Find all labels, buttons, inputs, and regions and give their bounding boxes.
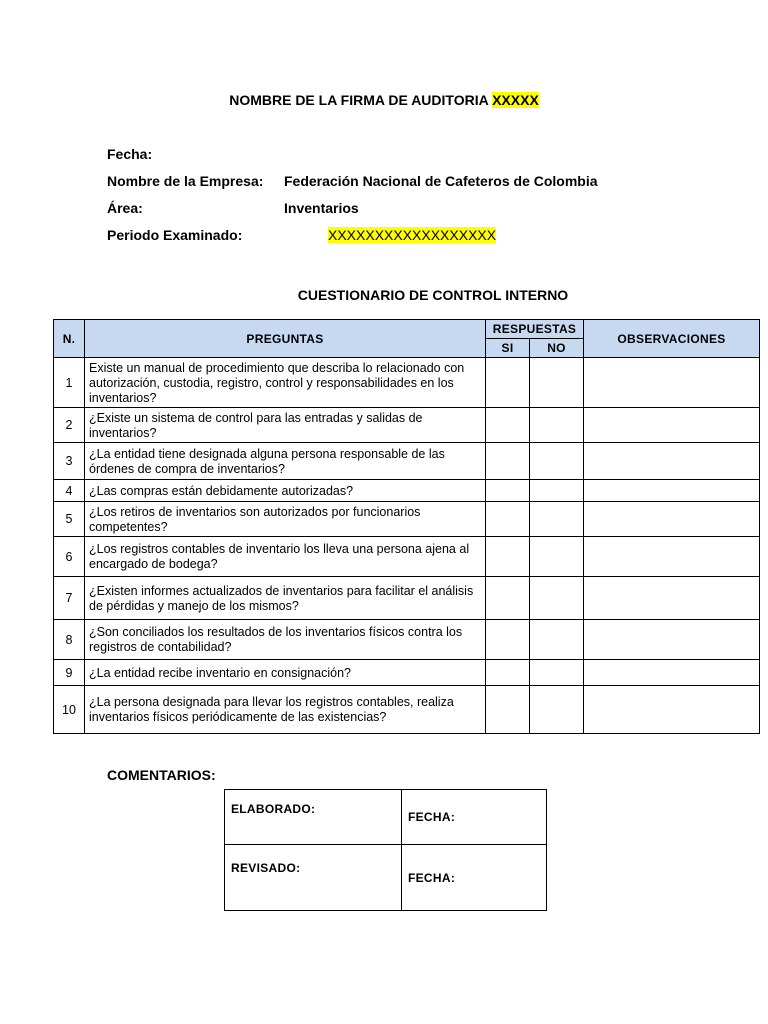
- table-row: [54, 620, 760, 660]
- observaciones-cell[interactable]: [584, 686, 760, 734]
- answer-si-cell[interactable]: [486, 408, 530, 443]
- elaborado-label: ELABORADO:: [225, 790, 402, 845]
- row-number: 8: [54, 620, 85, 660]
- answer-no-cell[interactable]: [530, 620, 584, 660]
- header-preguntas: PREGUNTAS: [85, 320, 486, 358]
- row-number: 6: [54, 537, 85, 577]
- answer-si-cell[interactable]: [486, 577, 530, 620]
- row-question: ¿Los retiros de inventarios son autorizados por funcionarios competentes?: [85, 502, 486, 537]
- periodo-label: Periodo Examinado:: [107, 227, 243, 243]
- row-number: 9: [54, 660, 85, 686]
- row-question: ¿La entidad tiene designada alguna persona responsable de las órdenes de compra de inventarios?: [85, 443, 486, 480]
- firm-title: [0, 92, 768, 108]
- header-si: SI: [486, 339, 530, 358]
- fecha-label: Fecha:: [107, 146, 153, 162]
- row-question: ¿Los registros contables de inventario los lleva una persona ajena al encargado de bodega?: [85, 537, 486, 577]
- table-row: [54, 443, 760, 480]
- row-question: ¿Son conciliados los resultados de los inventarios físicos contra los registros de contabilidad?: [85, 620, 486, 660]
- row-question: ¿La persona designada para llevar los registros contables, realiza inventarios físicos periódicamente de las existencias?: [85, 686, 486, 734]
- answer-si-cell[interactable]: [486, 502, 530, 537]
- empresa-value: Federación Nacional de Cafeteros de Colombia: [284, 173, 598, 189]
- observaciones-cell[interactable]: [584, 502, 760, 537]
- row-number: 5: [54, 502, 85, 537]
- table-row: [54, 358, 760, 408]
- row-question: ¿Existen informes actualizados de inventarios para facilitar el análisis de pérdidas y manejo de los mismos?: [85, 577, 486, 620]
- observaciones-cell[interactable]: [584, 358, 760, 408]
- table-row: [54, 660, 760, 686]
- header-respuestas: RESPUESTAS: [486, 320, 584, 339]
- answer-no-cell[interactable]: [530, 577, 584, 620]
- observaciones-cell[interactable]: [584, 537, 760, 577]
- signoff-table: [224, 789, 547, 911]
- answer-no-cell[interactable]: [530, 480, 584, 502]
- table-row: [54, 537, 760, 577]
- observaciones-cell[interactable]: [584, 480, 760, 502]
- row-question: ¿La entidad recibe inventario en consignación?: [85, 660, 486, 686]
- answer-no-cell[interactable]: [530, 537, 584, 577]
- table-row: [54, 408, 760, 443]
- answer-no-cell[interactable]: [530, 408, 584, 443]
- table-row: [54, 577, 760, 620]
- header-n: N.: [54, 320, 85, 358]
- answer-no-cell[interactable]: [530, 660, 584, 686]
- row-question: ¿Las compras están debidamente autorizadas?: [85, 480, 486, 502]
- row-question: ¿Existe un sistema de control para las entradas y salidas de inventarios?: [85, 408, 486, 443]
- firm-title-text: NOMBRE DE LA FIRMA DE AUDITORIA: [229, 92, 489, 108]
- answer-si-cell[interactable]: [486, 480, 530, 502]
- answer-si-cell[interactable]: [486, 686, 530, 734]
- answer-si-cell[interactable]: [486, 537, 530, 577]
- answer-si-cell[interactable]: [486, 358, 530, 408]
- observaciones-cell[interactable]: [584, 660, 760, 686]
- fecha-revisado-label: FECHA:: [402, 845, 547, 911]
- row-number: 2: [54, 408, 85, 443]
- table-row: [54, 502, 760, 537]
- answer-no-cell[interactable]: [530, 358, 584, 408]
- table-row: [54, 480, 760, 502]
- observaciones-cell[interactable]: [584, 577, 760, 620]
- questionnaire-table: [53, 319, 760, 734]
- header-observaciones: OBSERVACIONES: [584, 320, 760, 358]
- observaciones-cell[interactable]: [584, 443, 760, 480]
- row-question: Existe un manual de procedimiento que describa lo relacionado con autorización, custodia, registro, control y responsabilidades en los inventarios?: [85, 358, 486, 408]
- row-number: 10: [54, 686, 85, 734]
- answer-si-cell[interactable]: [486, 660, 530, 686]
- area-value: Inventarios: [284, 200, 359, 216]
- answer-no-cell[interactable]: [530, 686, 584, 734]
- observaciones-cell[interactable]: [584, 620, 760, 660]
- comments-label: COMENTARIOS:: [107, 767, 216, 783]
- firm-placeholder: XXXXX: [492, 92, 539, 108]
- header-no: NO: [530, 339, 584, 358]
- periodo-value: XXXXXXXXXXXXXXXXXX: [328, 227, 497, 243]
- row-number: 4: [54, 480, 85, 502]
- row-number: 1: [54, 358, 85, 408]
- questionnaire-title: CUESTIONARIO DE CONTROL INTERNO: [297, 287, 569, 303]
- area-label: Área:: [107, 200, 143, 216]
- answer-no-cell[interactable]: [530, 502, 584, 537]
- empresa-label: Nombre de la Empresa:: [107, 173, 264, 189]
- row-number: 7: [54, 577, 85, 620]
- answer-si-cell[interactable]: [486, 620, 530, 660]
- fecha-elaborado-label: FECHA:: [402, 790, 547, 845]
- answer-si-cell[interactable]: [486, 443, 530, 480]
- row-number: 3: [54, 443, 85, 480]
- table-row: [54, 686, 760, 734]
- observaciones-cell[interactable]: [584, 408, 760, 443]
- revisado-label: REVISADO:: [225, 845, 402, 911]
- answer-no-cell[interactable]: [530, 443, 584, 480]
